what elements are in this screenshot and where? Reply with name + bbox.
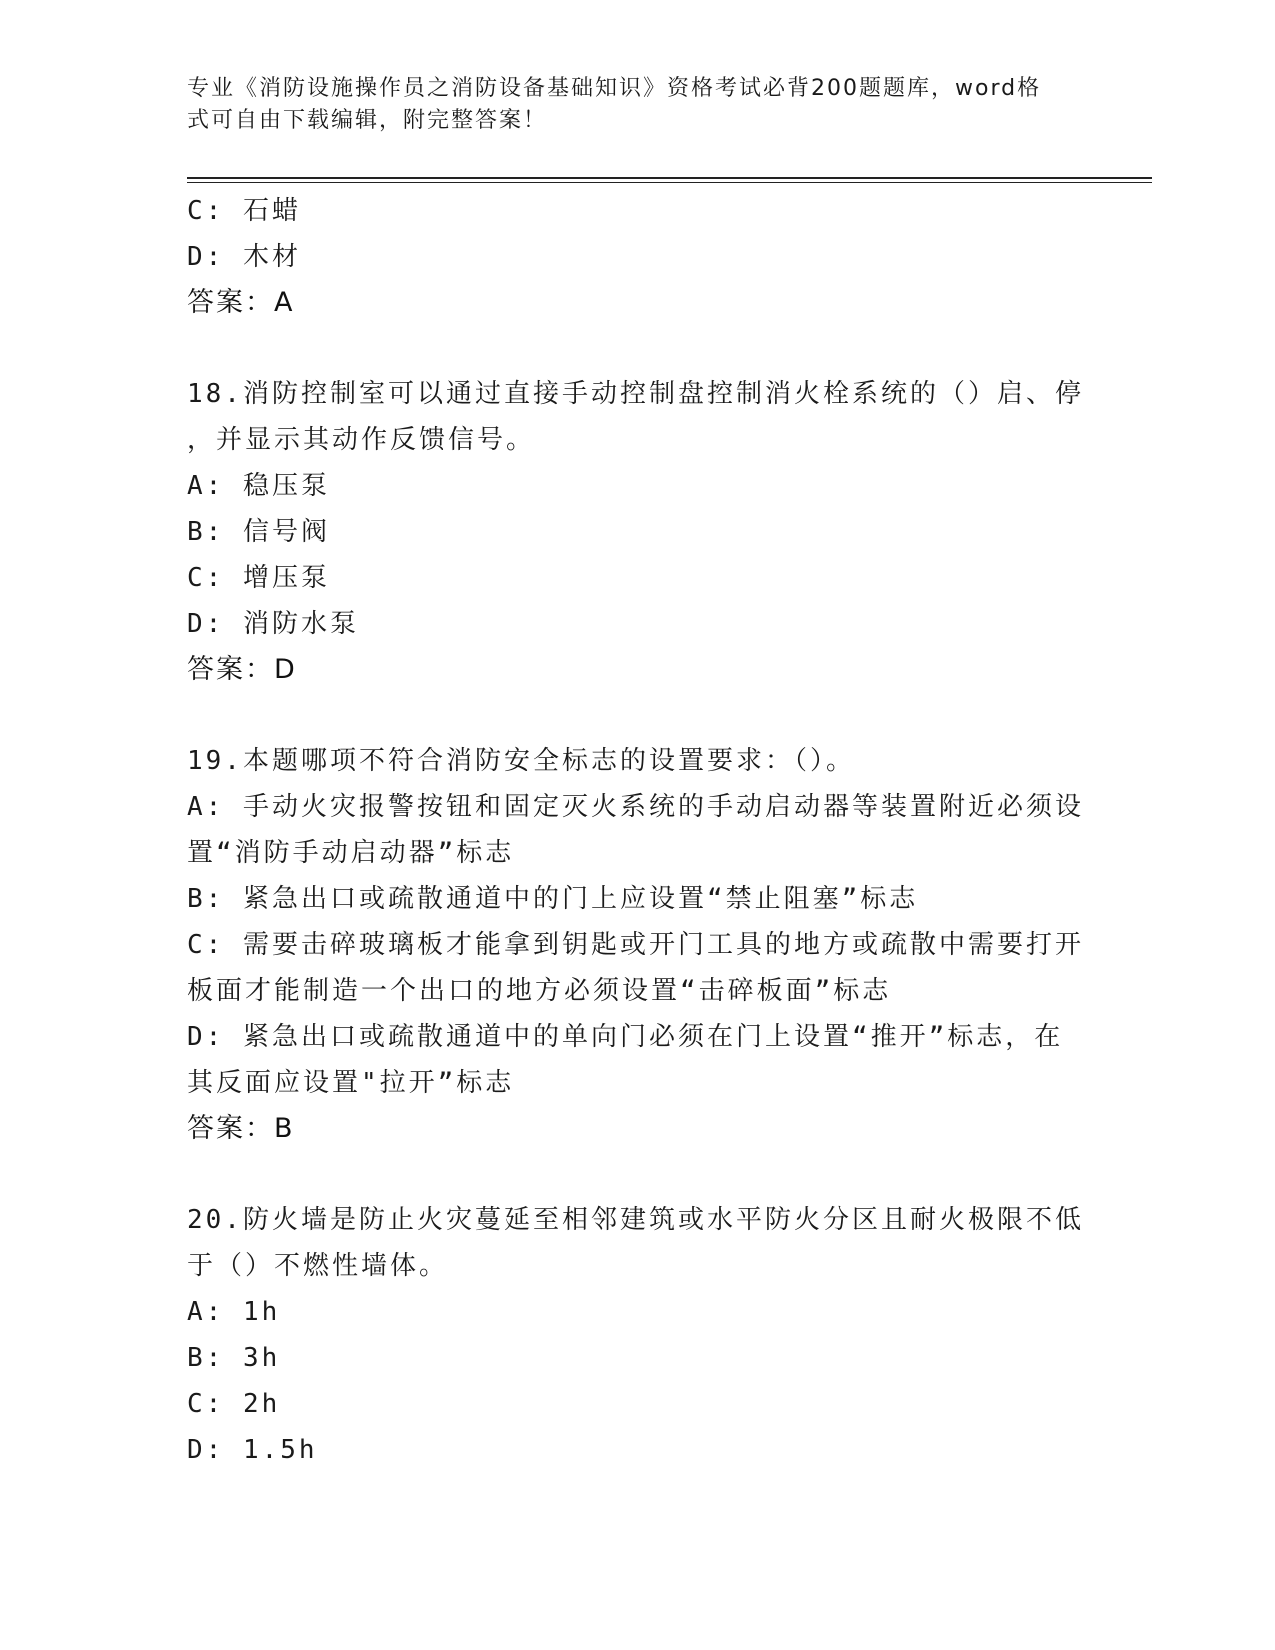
q19-option-a-line-2: 置“消防手动启动器”标志: [187, 838, 515, 868]
question-list: [187, 188, 1084, 1473]
q19-stem-line-1: 19.本题哪项不符合消防安全标志的设置要求：（）。: [187, 746, 855, 776]
q17-option-d: D: 木材: [187, 242, 301, 272]
header-rule-thin: [187, 182, 1152, 183]
q20-option-a: A: 1h: [187, 1297, 281, 1327]
q19-option-c-line-1: C: 需要击碎玻璃板才能拿到钥匙或开门工具的地方或疏散中需要打开: [187, 930, 1084, 960]
q18-option-b: B: 信号阀: [187, 517, 330, 547]
q19-option-d-line-2: 其反面应设置"拉开”标志: [187, 1068, 515, 1098]
q19-answer: 答案：B: [187, 1113, 295, 1144]
question-20: [187, 1197, 1084, 1473]
q18-stem-line-1: 18.消防控制室可以通过直接手动控制盘控制消火栓系统的（）启、停: [187, 379, 1084, 409]
q20-option-b: B: 3h: [187, 1343, 281, 1373]
question-gap: [187, 1152, 1077, 1197]
q18-answer: 答案：D: [187, 654, 297, 685]
question-gap: [187, 693, 1077, 738]
q17-answer: 答案：A: [187, 287, 295, 318]
q18-option-c: C: 增压泵: [187, 563, 330, 593]
q19-option-d-line-1: D: 紧急出口或疏散通道中的单向门必须在门上设置“推开”标志，在: [187, 1022, 1064, 1052]
q20-option-d: D: 1.5h: [187, 1435, 318, 1465]
q20-stem-line-2: 于（）不燃性墙体。: [187, 1251, 449, 1281]
q19-option-a-line-1: A: 手动火灾报警按钮和固定灭火系统的手动启动器等装置附近必须设: [187, 792, 1084, 822]
question-gap: [187, 326, 1077, 371]
header-rule-thick: [187, 177, 1152, 179]
question-18: [187, 371, 1084, 693]
page-header: [187, 73, 1077, 137]
q18-stem-line-2: ，并显示其动作反馈信号。: [187, 425, 536, 455]
q19-option-c-line-2: 板面才能制造一个出口的地方必须设置“击碎板面”标志: [187, 976, 892, 1006]
q20-option-c: C: 2h: [187, 1389, 281, 1419]
q20-stem-line-1: 20.防火墙是防止火灾蔓延至相邻建筑或水平防火分区且耐火极限不低: [187, 1205, 1084, 1235]
q18-option-a: A: 稳压泵: [187, 471, 330, 501]
question-17: [187, 188, 1077, 326]
question-19: [187, 738, 1084, 1152]
q19-option-b-line-1: B: 紧急出口或疏散通道中的门上应设置“禁止阻塞”标志: [187, 884, 919, 914]
q17-option-c: C: 石蜡: [187, 196, 301, 226]
q18-option-d: D: 消防水泵: [187, 609, 359, 639]
header-line-1: 专业《消防设施操作员之消防设备基础知识》资格考试必背200题题库，word格: [187, 76, 1042, 101]
header-line-2: 式可自由下载编辑，附完整答案！: [187, 108, 548, 133]
